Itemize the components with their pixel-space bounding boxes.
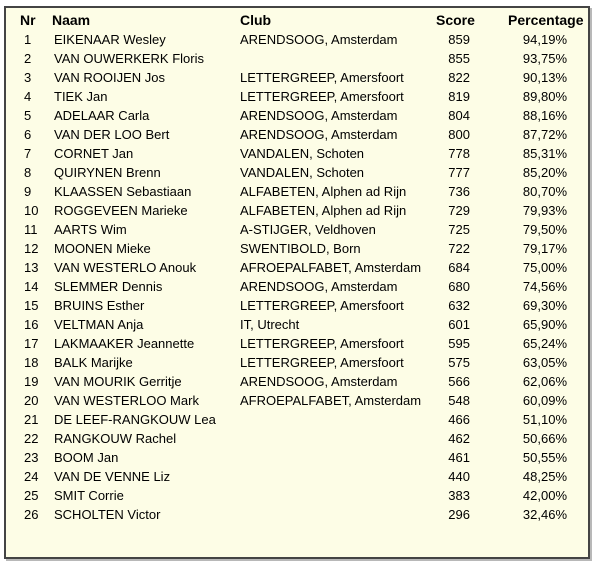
cell-score: 777 [448, 165, 470, 180]
cell-name: CORNET Jan [54, 146, 134, 161]
cell-percentage: 75,00% [522, 260, 567, 275]
cell-club: AFROEPALFABET, Amsterdam [240, 260, 422, 275]
cell-name: VAN WESTERLOO Mark [54, 393, 199, 408]
table-row [6, 334, 588, 353]
cell-name: TIEK Jan [54, 89, 108, 104]
cell-name: ROGGEVEEN Marieke [54, 203, 188, 218]
cell-club: ARENDSOOG, Amsterdam [240, 32, 398, 47]
cell-club: ALFABETEN, Alphen ad Rijn [240, 184, 407, 199]
cell-percentage: 65,24% [522, 336, 567, 351]
cell-percentage: 63,05% [522, 355, 567, 370]
cell-percentage: 50,66% [522, 431, 567, 446]
cell-score: 736 [448, 184, 470, 199]
cell-name: SLEMMER Dennis [54, 279, 163, 294]
cell-club: LETTERGREEP, Amersfoort [240, 336, 404, 351]
cell-nr: 3 [24, 70, 32, 85]
header-name: Naam [52, 12, 91, 28]
cell-club: ALFABETEN, Alphen ad Rijn [240, 203, 407, 218]
cell-name: BRUINS Esther [54, 298, 145, 313]
cell-club: LETTERGREEP, Amersfoort [240, 298, 404, 313]
table-row [6, 239, 588, 258]
cell-name: VAN WESTERLO Anouk [54, 260, 197, 275]
cell-name: ADELAAR Carla [54, 108, 150, 123]
cell-nr: 13 [24, 260, 39, 275]
cell-name: LAKMAAKER Jeannette [54, 336, 195, 351]
cell-score: 462 [448, 431, 470, 446]
cell-percentage: 93,75% [522, 51, 567, 66]
table-row [6, 486, 588, 505]
cell-percentage: 85,31% [522, 146, 567, 161]
cell-percentage: 42,00% [522, 488, 567, 503]
cell-nr: 26 [24, 507, 39, 522]
cell-name: RANGKOUW Rachel [54, 431, 177, 446]
cell-name: VAN ROOIJEN Jos [54, 70, 166, 85]
cell-percentage: 51,10% [522, 412, 567, 427]
cell-name: VAN DE VENNE Liz [54, 469, 171, 484]
table-row [6, 106, 588, 125]
cell-score: 778 [448, 146, 470, 161]
cell-name: VELTMAN Anja [54, 317, 144, 332]
cell-score: 729 [448, 203, 470, 218]
cell-name: KLAASSEN Sebastiaan [54, 184, 192, 199]
cell-score: 466 [448, 412, 470, 427]
table-row [6, 68, 588, 87]
table-row [6, 201, 588, 220]
cell-nr: 6 [24, 127, 32, 142]
cell-score: 296 [448, 507, 470, 522]
cell-name: VAN DER LOO Bert [54, 127, 170, 142]
cell-score: 859 [448, 32, 470, 47]
cell-nr: 18 [24, 355, 39, 370]
cell-nr: 10 [24, 203, 39, 218]
cell-percentage: 89,80% [522, 89, 567, 104]
table-row [6, 315, 588, 334]
table-row [6, 467, 588, 486]
cell-score: 819 [448, 89, 470, 104]
header-score: Score [436, 12, 475, 28]
cell-score: 461 [448, 450, 470, 465]
cell-percentage: 85,20% [522, 165, 567, 180]
cell-percentage: 87,72% [522, 127, 567, 142]
cell-percentage: 62,06% [522, 374, 567, 389]
cell-nr: 1 [24, 32, 32, 47]
cell-score: 383 [448, 488, 470, 503]
cell-nr: 7 [24, 146, 32, 161]
cell-score: 575 [448, 355, 470, 370]
cell-club: ARENDSOOG, Amsterdam [240, 127, 398, 142]
cell-score: 822 [448, 70, 470, 85]
cell-name: DE LEEF-RANGKOUW Lea [54, 412, 216, 427]
cell-name: VAN MOURIK Gerritje [54, 374, 182, 389]
cell-name: AARTS Wim [54, 222, 127, 237]
cell-percentage: 32,46% [522, 507, 567, 522]
cell-club: A-STIJGER, Veldhoven [240, 222, 376, 237]
cell-nr: 17 [24, 336, 39, 351]
cell-nr: 19 [24, 374, 39, 389]
cell-percentage: 79,50% [522, 222, 567, 237]
cell-nr: 12 [24, 241, 39, 256]
cell-percentage: 79,93% [522, 203, 567, 218]
cell-score: 601 [448, 317, 470, 332]
cell-club: SWENTIBOLD, Born [240, 241, 361, 256]
cell-percentage: 50,55% [522, 450, 567, 465]
cell-nr: 23 [24, 450, 39, 465]
table-row [6, 182, 588, 201]
ranking-table [4, 6, 590, 559]
cell-score: 632 [448, 298, 470, 313]
cell-nr: 11 [24, 222, 38, 237]
cell-name: EIKENAAR Wesley [54, 32, 166, 47]
cell-nr: 14 [24, 279, 39, 294]
cell-score: 548 [448, 393, 470, 408]
cell-nr: 24 [24, 469, 39, 484]
cell-score: 566 [448, 374, 470, 389]
cell-club: ARENDSOOG, Amsterdam [240, 279, 398, 294]
cell-score: 440 [448, 469, 470, 484]
cell-nr: 21 [24, 412, 39, 427]
cell-percentage: 94,19% [522, 32, 567, 47]
cell-nr: 16 [24, 317, 39, 332]
table-row [6, 448, 588, 467]
cell-club: ARENDSOOG, Amsterdam [240, 108, 398, 123]
cell-percentage: 79,17% [522, 241, 567, 256]
cell-club: VANDALEN, Schoten [240, 146, 365, 161]
cell-name: BOOM Jan [54, 450, 119, 465]
cell-club: ARENDSOOG, Amsterdam [240, 374, 398, 389]
table-row [6, 391, 588, 410]
cell-nr: 8 [24, 165, 32, 180]
cell-score: 725 [448, 222, 470, 237]
cell-score: 684 [448, 260, 470, 275]
table-row [6, 258, 588, 277]
cell-name: MOONEN Mieke [54, 241, 151, 256]
table-row [6, 125, 588, 144]
cell-nr: 20 [24, 393, 39, 408]
cell-name: SCHOLTEN Victor [54, 507, 161, 522]
cell-score: 595 [448, 336, 470, 351]
cell-nr: 25 [24, 488, 39, 503]
table-row [6, 296, 588, 315]
cell-nr: 5 [24, 108, 32, 123]
cell-percentage: 74,56% [522, 279, 567, 294]
cell-percentage: 69,30% [522, 298, 567, 313]
cell-score: 800 [448, 127, 470, 142]
cell-percentage: 88,16% [522, 108, 567, 123]
cell-percentage: 60,09% [522, 393, 567, 408]
cell-score: 680 [448, 279, 470, 294]
cell-club: LETTERGREEP, Amersfoort [240, 70, 404, 85]
cell-percentage: 48,25% [522, 469, 567, 484]
table-row [6, 220, 588, 239]
cell-percentage: 80,70% [522, 184, 567, 199]
header-club: Club [240, 12, 272, 28]
table-row [6, 372, 588, 391]
table-row [6, 144, 588, 163]
cell-score: 722 [448, 241, 470, 256]
cell-club: LETTERGREEP, Amersfoort [240, 355, 404, 370]
cell-nr: 9 [24, 184, 32, 199]
table-header [6, 11, 588, 30]
cell-percentage: 90,13% [522, 70, 567, 85]
table-row [6, 87, 588, 106]
cell-score: 855 [448, 51, 470, 66]
table-row [6, 163, 588, 182]
cell-nr: 2 [24, 51, 32, 66]
table-row [6, 30, 588, 49]
cell-club: AFROEPALFABET, Amsterdam [240, 393, 422, 408]
cell-name: QUIRYNEN Brenn [54, 165, 161, 180]
table-row [6, 410, 588, 429]
cell-name: VAN OUWERKERK Floris [54, 51, 204, 66]
cell-name: SMIT Corrie [54, 488, 124, 503]
header-percentage: Percentage [508, 12, 584, 28]
cell-club: LETTERGREEP, Amersfoort [240, 89, 404, 104]
header-nr: Nr [20, 12, 36, 28]
table-row [6, 49, 588, 68]
cell-percentage: 65,90% [522, 317, 567, 332]
cell-name: BALK Marijke [54, 355, 133, 370]
cell-nr: 15 [24, 298, 39, 313]
cell-club: IT, Utrecht [240, 317, 300, 332]
table-row [6, 353, 588, 372]
table-row [6, 277, 588, 296]
table-row [6, 505, 588, 524]
cell-club: VANDALEN, Schoten [240, 165, 365, 180]
cell-score: 804 [448, 108, 470, 123]
cell-nr: 4 [24, 89, 32, 104]
table-row [6, 429, 588, 448]
cell-nr: 22 [24, 431, 39, 446]
